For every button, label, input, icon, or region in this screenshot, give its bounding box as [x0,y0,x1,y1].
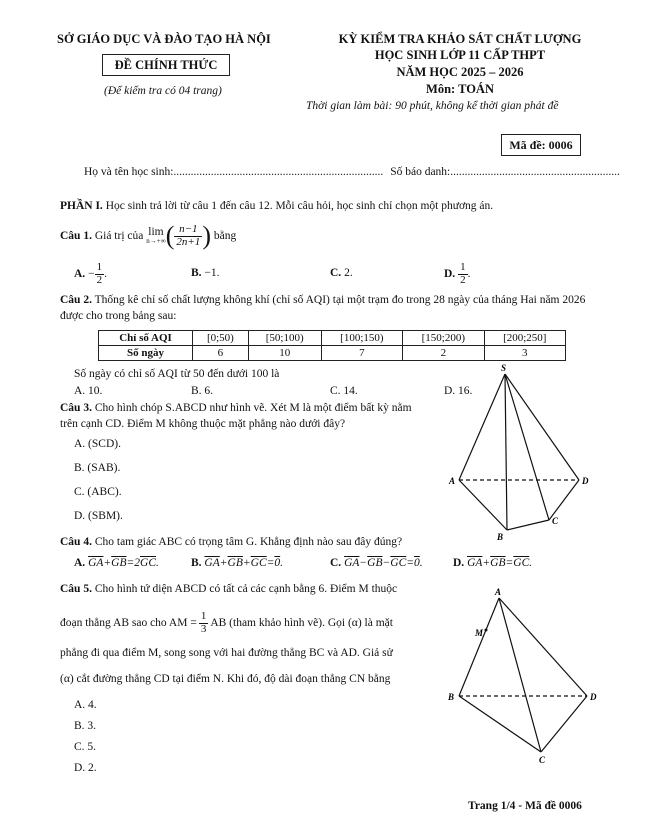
question-3-line2: trên cạnh CD. Điểm M không thuộc mặt phẳng nào dưới đây? [60,418,346,430]
q2-option-a[interactable]: A. 10. [74,385,103,397]
pages-note: (Để kiểm tra có 04 trang) [104,85,222,97]
table-row: Số ngày 6 10 7 2 3 [99,346,566,361]
q2-option-b[interactable]: B. 6. [191,385,214,397]
question-4: Câu 4. Cho tam giác ABC có trọng tâm G. Khẳng định nào sau đây đúng? [60,536,403,548]
q4-option-a[interactable]: A. $\overline{GA}+\overline{GB}=2\overline{GC}$. [74,557,159,569]
q3-option-d[interactable]: D. (SBM). [74,510,123,522]
q5-option-a[interactable]: A. 4. [74,699,97,711]
q5-option-d[interactable]: D. 2. [74,762,97,774]
question-3-line1: Câu 3. Cho hình chóp S.ABCD như hình vẽ. Xét M là một điểm bất kỳ nằm [60,402,412,414]
label-m: M [475,628,484,638]
label-a: A [449,476,456,486]
q1-option-b[interactable]: B. −1. [191,267,220,279]
label-d: D [582,476,589,486]
label-a: A [495,587,502,597]
student-name-line: Họ và tên học sinh:......................................................................... Số báo danh:........................................................... [84,166,620,178]
question-5-line2: đoạn thẳng AB sao cho AM = $\frac{1}{3}$ AB (tham khảo hình vẽ). Gọi (α) là mặt [60,610,393,635]
question-1: Câu 1. Giá trị của lim n→+∞ ( $\frac{n-1}{2n+1}$ ) bằng [60,221,237,250]
subject: Môn: TOÁN [426,82,494,96]
q4-option-d[interactable]: D. $\overline{GA}+\overline{GB}=\overline{GC}$. [453,557,533,569]
pyramid-figure [445,362,595,542]
official-label: ĐỀ CHÍNH THỨC [102,54,230,76]
question-5-line4: (α) cắt đường thẳng CD tại điểm N. Khi đó, độ dài đoạn thẳng CN bằng [60,673,391,685]
q2-option-d[interactable]: D. 16. [444,385,473,397]
q1-option-a[interactable]: A. − $\frac{1}{2}$ . [74,261,107,286]
label-d: D [590,692,597,702]
page-footer: Trang 1/4 - Mã đề 0006 [468,800,582,812]
q1-option-c[interactable]: C. 2. [330,267,353,279]
label-c: C [539,755,546,765]
q5-option-b[interactable]: B. 3. [74,720,97,732]
q3-option-a[interactable]: A. (SCD). [74,438,121,450]
q3-option-c[interactable]: C. (ABC). [74,486,122,498]
q5-option-c[interactable]: C. 5. [74,741,97,753]
label-b: B [497,532,504,542]
q3-option-b[interactable]: B. (SAB). [74,462,121,474]
label-c: C [552,516,559,526]
exam-code: Mã đề: 0006 [501,134,581,156]
tetrahedron-figure [445,586,605,766]
q4-option-b[interactable]: B. $\overline{GA}+\overline{GB}+\overline{GC}=0$. [191,557,284,569]
aqi-table [98,330,566,361]
q2-option-c[interactable]: C. 14. [330,385,358,397]
part1-heading: PHẦN I. Học sinh trả lời từ câu 1 đến câu 12. Mỗi câu hỏi, học sinh chỉ chọn một phương án. [60,200,494,212]
question-5-line1: Câu 5. Cho hình tứ diện ABCD có tất cả các cạnh bằng 6. Điểm M thuộc [60,583,398,595]
school-year: NĂM HỌC 2025 – 2026 [396,65,524,79]
label-b: B [448,692,455,702]
q2-question: Số ngày có chỉ số AQI từ 50 đến dưới 100 là [74,368,280,380]
department-name: SỞ GIÁO DỤC VÀ ĐÀO TẠO HÀ NỘI [57,32,271,46]
question-5-line3: phẳng đi qua điểm M, song song với hai đường thẳng BC và AD. Giả sử [60,647,393,659]
exam-time: Thời gian làm bài: 90 phút, không kể thời gian phát đề [306,100,559,112]
table-row: Chỉ số AQI [0;50) [50;100) [100;150) [150;200) [200;250] [99,331,566,346]
exam-title-2: HỌC SINH LỚP 11 CẤP THPT [374,48,546,62]
q1-option-d[interactable]: D. $\frac{1}{2}$ . [444,261,471,286]
question-2: Câu 2. Thống kê chỉ số chất lượng không khí (chỉ số AQI) tại một trạm đo trong 28 ngày của tháng Hai năm 2026 được cho trong bảng sau: [60,294,586,322]
exam-title-1: KỲ KIỂM TRA KHẢO SÁT CHẤT LƯỢNG [338,32,582,46]
q4-option-c[interactable]: C. $\overline{GA}-\overline{GB}-\overline{GC}=0$. [330,557,423,569]
label-s: S [501,363,507,373]
